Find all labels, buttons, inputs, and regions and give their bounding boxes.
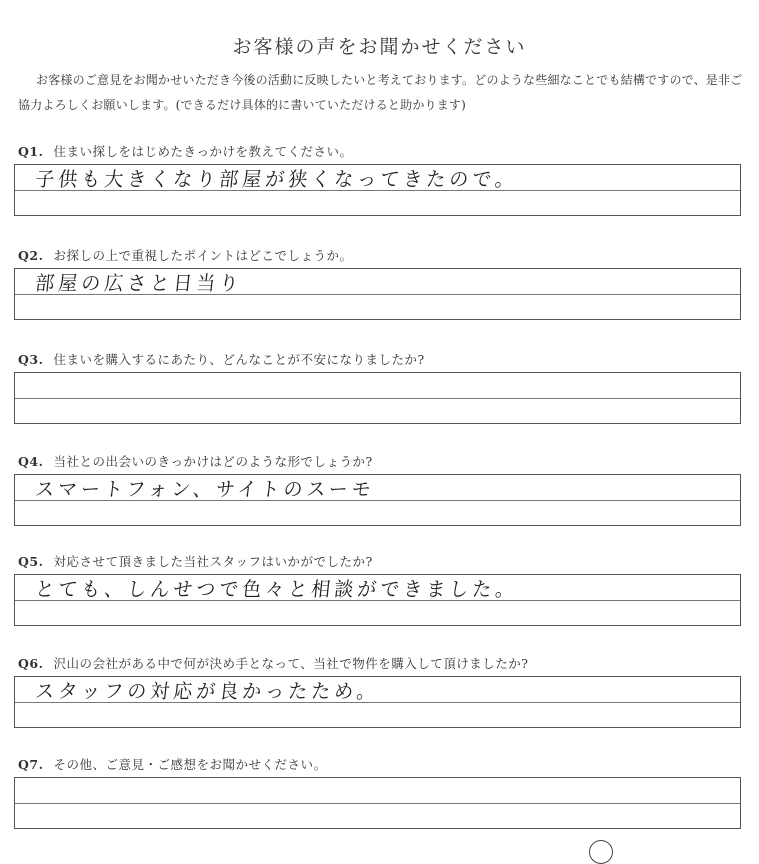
question-number: Q5. bbox=[18, 554, 44, 569]
answer-box-5[interactable] bbox=[14, 574, 741, 626]
question-number: Q6. bbox=[18, 656, 44, 671]
question-7 bbox=[18, 755, 326, 773]
question-text: お探しの上で重視したポイントはどこでしょうか。 bbox=[53, 248, 353, 263]
question-text: その他、ご意見・ご感想をお聞かせください。 bbox=[53, 757, 327, 772]
question-4 bbox=[18, 452, 373, 470]
handwritten-answer: とても、しんせつで色々と相談ができました。 bbox=[34, 578, 520, 602]
answer-box-6[interactable] bbox=[14, 676, 741, 728]
question-1 bbox=[18, 142, 352, 160]
answer-box-2[interactable] bbox=[14, 268, 741, 320]
answer-box-3[interactable] bbox=[14, 372, 741, 424]
answer-box-4[interactable] bbox=[14, 474, 741, 526]
question-text: 住まいを購入するにあたり、どんなことが不安になりましたか? bbox=[53, 352, 425, 367]
question-text: 当社との出会いのきっかけはどのような形でしょうか? bbox=[53, 454, 373, 469]
ruled-line bbox=[15, 803, 740, 804]
question-text: 対応させて頂きました当社スタッフはいかがでしたか? bbox=[53, 554, 373, 569]
handwritten-answer: 子供も大きくなり部屋が狭くなってきたので。 bbox=[34, 168, 520, 192]
question-text: 住まい探しをはじめたきっかけを教えてください。 bbox=[53, 144, 353, 159]
question-number: Q7. bbox=[18, 757, 44, 772]
circle-mark bbox=[589, 840, 613, 864]
question-number: Q3. bbox=[18, 352, 44, 367]
question-5 bbox=[18, 552, 373, 570]
question-number: Q4. bbox=[18, 454, 44, 469]
intro-text: お客様のご意見をお聞かせいただき今後の活動に反映したいと考えております。どのような些細なことでも結構ですので、是非ご協力よろしくお願いします。(できるだけ具体的に書いていただけると助かります) bbox=[18, 73, 743, 112]
handwritten-answer: 部屋の広さと日当り bbox=[34, 272, 244, 296]
question-number: Q1. bbox=[18, 144, 44, 159]
question-text: 沢山の会社がある中で何が決め手となって、当社で物件を購入して頂けましたか? bbox=[53, 656, 529, 671]
handwritten-answer: スタッフの対応が良かったため。 bbox=[34, 680, 381, 704]
handwritten-answer: スマートフォン、サイトのスーモ bbox=[34, 478, 376, 502]
page-title: お客様の声をお聞かせください bbox=[232, 36, 527, 58]
question-number: Q2. bbox=[18, 248, 44, 263]
ruled-line bbox=[15, 398, 740, 399]
question-3 bbox=[18, 350, 425, 368]
answer-box-7[interactable] bbox=[14, 777, 741, 829]
question-6 bbox=[18, 654, 528, 672]
answer-box-1[interactable] bbox=[14, 164, 741, 216]
question-2 bbox=[18, 246, 352, 264]
